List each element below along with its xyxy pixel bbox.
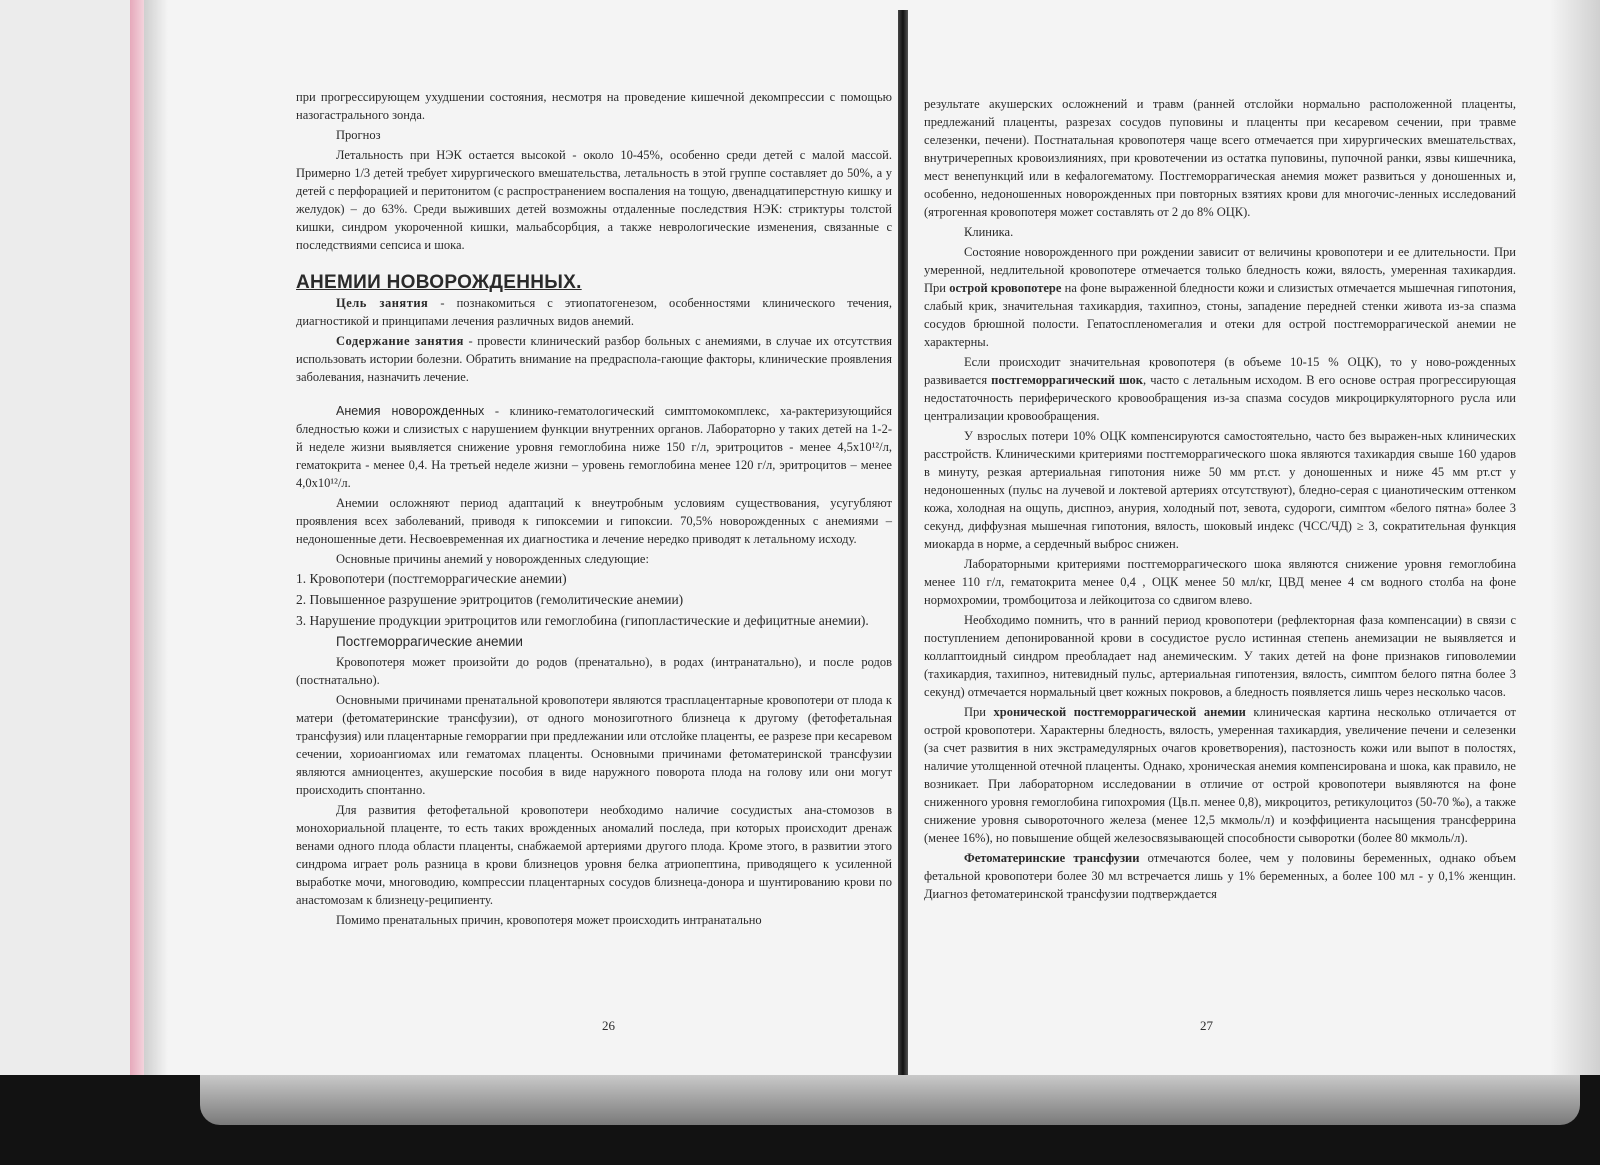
left-page-edge-shadow [144,0,168,1075]
fetomaternal-paragraph [924,849,1516,903]
definition-paragraph [296,402,892,492]
page-bottom-curl [200,1075,1580,1125]
goal-paragraph [296,294,892,330]
prognosis-paragraph: Летальность при НЭК остается высокой - около 10-45%, особенно среди детей с малой массой. Примерно 1/3 детей требует хирургического вмешательства, летальность в этой группе составляет до 50%, а у детей с перфорацией и перитонитом (с распространением воспаления на тощую, двенадцатиперстную кишку и желудок) – до 63%. Среди выживших детей возможны отдаленные последствия НЭК: стриктуры толстой кишки, синдром укороченной кишки, мальабсорбция, а также неврологические изменения, связанные с последствиями сепсиса и шока. [296,148,892,252]
definition-term: Анемия новорожденных [336,404,485,418]
scan-background-left [0,0,130,1075]
right-page-edge-shadow [1550,0,1600,1075]
causes-intro: Основные причины анемий у новорожденных следующие: [336,552,649,566]
clinic-text-1: Состояние новорожденного при рождении зависит от величины кровопотери и ее длительности. При умеренной, недлительной кровопотере отмечается только бледность кожи, вялость, умеренная тахикардия. При [924,245,1516,295]
shock-text-1: Если происходит значительная кровопотеря (в объеме 10-15 % ОЦК), то у ново-рожденных развивается [924,355,1516,387]
complications-paragraph: Анемии осложняют период адаптаций к внеутробным условиям существования, усугубляют проявления всех заболеваний, приводя к гипоксемии и гипоксии. 70,5% новорожденных с анемиями – недоношенные дети. Несвоевременная их диагностика и лечение нередко приводят к летальному исходу. [296,496,892,546]
causes-list [296,570,892,630]
list-item: 3. Нарушение продукции эритроцитов или гемоглобина (гипопластические и дефицитные анемии). [296,613,869,628]
content-text: - провести клинический разбор больных с анемиями, в случае их отсутствия использовать истории болезни. Обратить внимание на предраспола-гающие факторы, клинические проявления заболевания, назначить лечение. [296,334,892,384]
clinic-label: Клиника. [964,225,1014,239]
content-label: Содержание занятия [336,334,464,348]
remember-paragraph: Необходимо помнить, что в ранний период кровопотери (рефлекторная фаза компенсации) в связи с поступлением депонированной крови в сосудистое русло истинная степень анемизации не выявляется и коллаптоидный синдром преобладает над анемическим. У таких детей на фоне признаков гиповолемии (тахикардия, тахипноэ, нитевидный пульс, артериальная гипотензия, вялость, симптом белого пятна более 3 секунд) отмечается нормальный цвет кожных покровов, а бледность появляется лишь через несколько часов. [924,613,1516,699]
page-number-right: 27 [1200,1018,1213,1033]
section-title: АНЕМИИ НОВОРОЖДЕННЫХ. [296,272,582,293]
book-spine [898,10,908,1100]
list-item: 2. Повышенное разрушение эритроцитов (гемолитические анемии) [296,592,684,607]
prognosis-label: Прогноз [336,128,381,142]
last-line-paragraph: Помимо пренатальных причин, кровопотеря может происходить интранатально [336,913,762,927]
adults-paragraph: У взрослых потери 10% ОЦК компенсируются самостоятельно, часто без выражен-ных клинических расстройств. Клиническими критериями постгеморрагического шока являются тахикардия свыше 160 ударов в минуту, резкая артериальная гипотония ниже 50 мм рт.ст. у доношенных и ниже 45 мм рт.ст у недоношенных (пульс на лучевой и локтевой артериях отсутствуют), бледно-серая с цианотическим оттенком кожа, холодная на ощупь, диспноэ, анурия, холодный пот, зевота, судороги, симптом «белого пятна» более 3 секунд, диффузная мышечная гипотония, вялость, шоковый индекс (ЧСС/ЧД) ≥ 3, сократительная функция миокарда в норме, а сердечный выброс снижен. [924,429,1516,551]
definition-text: - клинико-гематологический симптомокомплекс, ха-рактеризующийся бледностью кожи и слизистых с нарушением функции внутренних органов. Лабораторно у таких детей на 1-2-й неделе жизни выявляется снижение уровня гемоглобина ниже 150 г/л, эритроцитов - менее 4,5х10¹²/л, гематокрита - менее 0,4. На третьей неделе жизни – уровень гемоглобина менее 120 г/л, эритроцитов – менее 4,0х10¹²/л. [296,404,892,490]
goal-text: - познакомиться с этиопатогенезом, особенностями клинического течения, диагностикой и принципами лечения различных видов анемий. [296,296,892,328]
clinic-paragraph [924,243,1516,351]
clinic-text-2: на фоне выраженной бледности кожи и слизистых отмечается мышечная гипотония, слабый крик, значительная тахикардия, тахипноэ, стоны, западение передней стенки живота из-за спазма сосудов брюшной полости. Гепатоспленомегалия и отеки для острой постгеморрагической анемии не характерны. [924,281,1516,349]
lab-criteria-paragraph: Лабораторными критериями постгеморрагического шока являются снижение уровня гемоглобина менее 110 г/л, гематокрита менее 0,4 , ОЦК менее 50 мл/кг, ЦВД менее 4 см водного столба на фоне нормохромии, тромбоцитоза и лейкоцитоза со сдвигом влево. [924,557,1516,607]
posthemorrhagic-subheading: Постгеморрагические анемии [336,634,523,649]
shock-paragraph [924,353,1516,425]
chronic-term: хронической постгеморрагической анемии [993,705,1246,719]
right-page [924,95,1516,905]
blood-loss-paragraph: Кровопотеря может произойти до родов (пренатально), в родах (интранатально), и после родов (постнатально). [296,655,892,687]
left-page [296,88,892,931]
pink-page-edge [130,0,144,1075]
page-number-left: 26 [602,1018,615,1033]
content-paragraph [296,332,892,386]
chronic-text-2: клиническая картина несколько отличается от острой кровопотери. Характерны бледность, вялость, умеренная тахикардия, увеличение печени и селезенки (за счет развития в них экстрамедулярных очагов кроветворения), пастозность кожи или выпот в полостях, наличие утолщенной отечной плаценты. Однако, хроническая анемия компенсирована и шока, как правило, не возникает. При лабораторном исследовании в отличие от острой кровопотери выявляются на фоне сниженного уровня гемоглобина гипохромия (Цв.п. менее 0,8), микроцитоз, ретикулоцитоз (50-70 ‰), а также снижение уровня сывороточного железа (менее 12,5 мкмоль/л) и коэффициента насыщения трансферрина (менее 16%), но повышение общей железосвязывающей способности сыворотки (более 80 мкмоль/л). [924,705,1517,845]
continued-paragraph: при прогрессирующем ухудшении состояния, несмотря на проведение кишечной декомпрессии с помощью назогастрального зонда. [296,90,892,122]
acute-blood-loss-term: острой кровопотере [949,281,1062,295]
fetomaternal-text: отмечаются более, чем у половины беременных, однако объем фетальной кровопотери более 30 мл встречается лишь у 1% беременных, а более 100 мл - у 0,1% женщин. Диагноз фетоматеринской трансфузии подтверждается [924,851,1516,901]
fetofetal-paragraph: Для развития фетофетальной кровопотери необходимо наличие сосудистых ана-стомозов в монохориальной плаценте, то есть таких врожденных аномалий последа, при которых происходит дренаж венами одного плода области плаценты, снабжаемой артериями другого плода. Кроме этого, в развитии этого синдрома играет роль разница в крови близнецов уровня белка атриопептина, приводящего к усиленной выработке мочи, многоводию, компрессии плацентарных сосудов близнеца-донора и шунтированию крови по анастомозам к близнецу-реципиенту. [296,803,892,907]
shock-term: постгеморрагический шок [991,373,1144,387]
fetomaternal-term: Фетоматеринские трансфузии [964,851,1140,865]
list-item: 1. Кровопотери (постгеморрагические анемии) [296,571,567,586]
goal-label: Цель занятия [336,296,429,310]
shock-text-2: , часто с летальным исходом. В его основе острая прогрессирующая недостаточность периферического кровообращения из-за спазма сосудов микроциркуляторного русла или централизации кровообращения. [924,373,1517,423]
chronic-paragraph [924,703,1516,847]
chronic-text-1: При [964,705,994,719]
scan-bottom-shadow [0,1075,1600,1165]
intro-paragraph: результате акушерских осложнений и травм (ранней отслойки нормально расположенной плаценты, предлежаний плаценты, разрезах сосудов пуповины и плаценты при кесаревом сечении, при травме селезенки, печени). Постнатальная кровопотеря чаще всего отмечается при хирургических вмешательствах, внутричерепных кровоизлияниях, при кровотечении из остатка пуповины, пупочной ранки, язвы кишечника, мест венепункций или в кефалогематому. Постгеморрагическая анемия может развиться у доношенных и, особенно, недоношенных новорожденных при повторных взятиях крови для многочис-ленных исследований (ятрогенная кровопотеря может составлять от 2 до 8% ОЦК). [924,97,1516,219]
prenatal-causes-paragraph: Основными причинами пренатальной кровопотери являются трасплацентарные кровопотери от плода к матери (фетоматеринские трансфузии), от одного монозиготного близнеца к другому (фетофетальная трансфузия) или плацентарные геморрагии при предлежании или отслойке плаценты, ее разрезе при кесаревом сечении, хориоангиомах или гематомах плаценты. Основными причинами фетоматеринской трансфузии являются амниоцентез, акушерские пособия в виде наружного поворота плода на голову или они могут происходить спонтанно. [296,693,892,797]
